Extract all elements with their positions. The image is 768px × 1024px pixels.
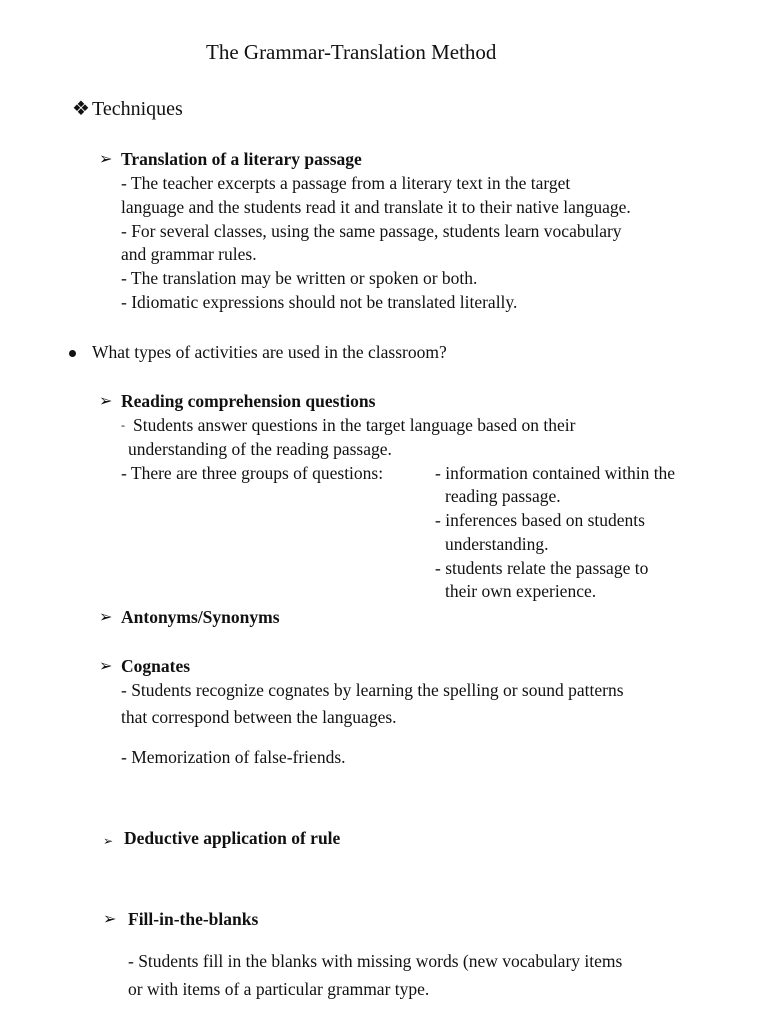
reading-line: understanding of the reading passage. — [128, 439, 392, 459]
translation-line: - Idiomatic expressions should not be translated literally. — [121, 292, 518, 312]
fill-line: or with items of a particular grammar type. — [128, 979, 430, 999]
arrow-bullet-icon: ➢ — [103, 834, 114, 848]
arrow-bullet-icon: ➢ — [99, 658, 113, 675]
groups-intro: - There are three groups of questions: — [121, 463, 384, 483]
group-item: - information contained within the — [435, 463, 676, 483]
translation-line: language and the students read it and translate it to their native language. — [121, 197, 631, 217]
arrow-bullet-icon: ➢ — [99, 609, 113, 626]
reading-line: Students answer questions in the target language based on their — [133, 415, 576, 435]
fill-heading: Fill-in-the-blanks — [128, 909, 259, 929]
fill-line: - Students fill in the blanks with missing words (new vocabulary items — [128, 951, 623, 971]
cognates-line: - Memorization of false-friends. — [121, 747, 346, 767]
arrow-bullet-icon: ➢ — [103, 911, 117, 928]
page-title: The Grammar-Translation Method — [206, 40, 497, 64]
arrow-bullet-icon: ➢ — [99, 393, 113, 410]
translation-line: - For several classes, using the same passage, students learn vocabulary — [121, 221, 622, 241]
deductive-heading: Deductive application of rule — [124, 828, 341, 848]
arrow-bullet-icon: ➢ — [99, 151, 113, 168]
group-item: their own experience. — [445, 581, 597, 601]
bullet-dot-icon — [69, 350, 76, 357]
cognates-line: - Students recognize cognates by learning the spelling or sound patterns — [121, 680, 624, 700]
group-item: understanding. — [445, 534, 549, 554]
cognates-line: that correspond between the languages. — [121, 707, 397, 727]
techniques-bullet-icon: ❖ — [72, 98, 90, 120]
small-dash: - — [121, 418, 125, 432]
reading-heading: Reading comprehension questions — [121, 391, 376, 411]
group-item: - students relate the passage to — [435, 558, 649, 578]
translation-heading: Translation of a literary passage — [121, 149, 362, 169]
activities-question: What types of activities are used in the classroom? — [92, 342, 447, 362]
translation-line: and grammar rules. — [121, 244, 257, 264]
translation-line: - The teacher excerpts a passage from a literary text in the target — [121, 173, 571, 193]
antonyms-heading: Antonyms/Synonyms — [121, 607, 280, 627]
techniques-heading: Techniques — [92, 98, 183, 120]
group-item: - inferences based on students — [435, 510, 645, 530]
group-item: reading passage. — [445, 486, 561, 506]
cognates-heading: Cognates — [121, 656, 191, 676]
translation-line: - The translation may be written or spoken or both. — [121, 268, 478, 288]
